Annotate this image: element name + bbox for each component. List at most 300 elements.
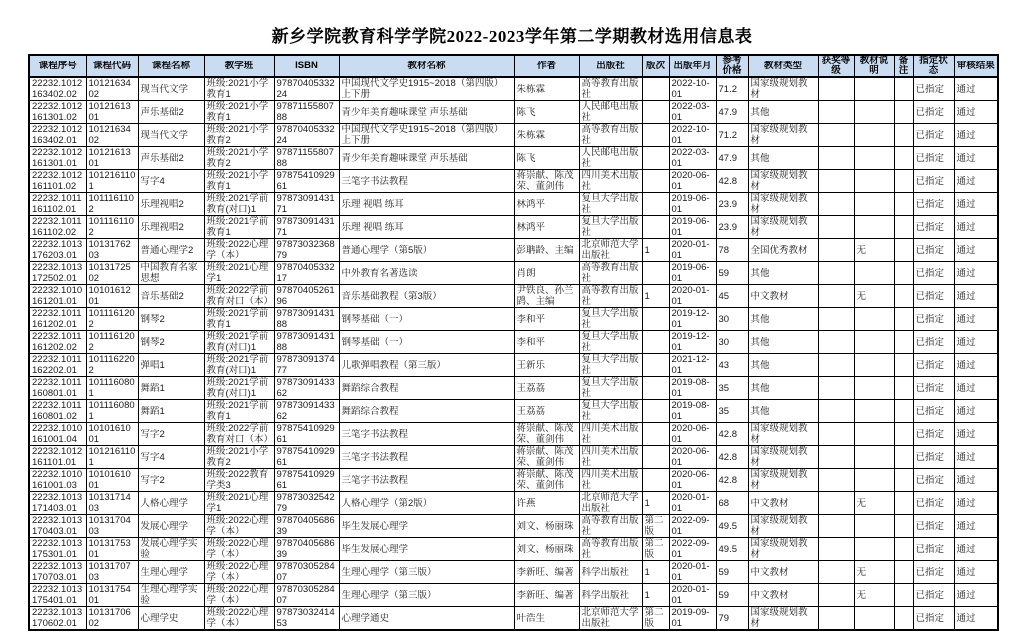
table-cell-value: 已指定 (915, 267, 945, 279)
table-cell (894, 77, 913, 101)
table-cell (894, 423, 913, 446)
table-cell (514, 193, 579, 216)
table-cell (954, 193, 998, 216)
table-cell-value: 中国现代文学史1915~2018（第四版）上下册 (341, 78, 504, 100)
table-cell (669, 331, 716, 354)
table-cell (854, 285, 894, 308)
table-cell-value: 30 (718, 336, 730, 348)
table-cell-value: 22232.1013172502.01 (32, 262, 83, 284)
table-cell-value: 2019-06-01 (671, 193, 710, 215)
table-cell (86, 262, 138, 285)
table-cell (669, 515, 716, 538)
table-cell (716, 492, 748, 515)
table-cell-value: 49.5 (718, 520, 737, 532)
table-cell-value: 通过 (956, 152, 976, 164)
table-cell (514, 101, 579, 124)
table-cell (748, 308, 818, 331)
table-cell-value: 49.5 (718, 543, 737, 555)
table-cell (854, 607, 894, 631)
table-cell-value: 班级:2021学前教育(对口)1 (206, 354, 269, 376)
table-cell (894, 607, 913, 631)
table-cell (642, 239, 669, 262)
table-cell (854, 101, 894, 124)
table-cell-value: 9787541092961 (276, 469, 335, 491)
table-cell-value: 9787309143171 (276, 216, 335, 238)
table-cell (204, 561, 274, 584)
table-cell (579, 584, 642, 607)
table-cell-value: 1013175301 (88, 538, 131, 560)
table-cell (913, 607, 954, 631)
table-cell (818, 239, 854, 262)
table-cell (716, 538, 748, 561)
table-cell (748, 239, 818, 262)
table-cell (854, 308, 894, 331)
table-cell (29, 469, 86, 492)
table-cell (642, 423, 669, 446)
table-cell (913, 331, 954, 354)
table-cell-value: 9787040533217 (276, 262, 335, 284)
table-cell (86, 492, 138, 515)
table-cell-value: 2019-06-01 (671, 262, 710, 284)
table-cell-value: 声乐基础2 (140, 152, 184, 164)
table-cell-value: 蒋崇献、陈茂荣、董剑伟 (516, 469, 574, 491)
table-cell-value: 高等教育出版社 (581, 262, 639, 284)
header-cell-label: 获奖等级 (821, 56, 851, 76)
table-cell (138, 538, 204, 561)
table-cell-value: 班级:2021小学教育2 (206, 124, 269, 146)
table-cell-value: 写字4 (140, 451, 165, 463)
table-cell (669, 584, 716, 607)
table-cell (514, 561, 579, 584)
table-cell-value: 钢琴2 (140, 336, 165, 348)
table-cell-value: 班级:2021小学教育1 (206, 78, 269, 100)
table-row (29, 561, 998, 584)
table-cell (716, 561, 748, 584)
table-cell-value: 2021-12-01 (671, 354, 710, 376)
header-cell (204, 55, 274, 77)
table-cell (138, 308, 204, 331)
table-cell (748, 469, 818, 492)
table-cell (86, 101, 138, 124)
table-cell-value: 42.8 (718, 451, 737, 463)
table-cell-value: 写字2 (140, 428, 165, 440)
table-cell-value: 班级:2021小学教育2 (206, 446, 269, 468)
table-cell (748, 584, 818, 607)
table-cell-value: 9787115580788 (276, 101, 334, 123)
table-cell (894, 147, 913, 170)
table-cell (86, 377, 138, 400)
table-cell-value: 三笔字书法教程 (341, 474, 409, 486)
table-cell (854, 354, 894, 377)
table-cell (818, 308, 854, 331)
table-cell (669, 101, 716, 124)
table-cell (29, 492, 86, 515)
table-cell (894, 377, 913, 400)
table-cell-value: 音乐基础教程（第3版） (341, 290, 442, 302)
table-cell (579, 469, 642, 492)
table-cell-value: 班级:2021学前教育(对口)1 (206, 193, 269, 215)
table-cell (274, 607, 339, 631)
table-cell (854, 423, 894, 446)
table-cell-value: 59 (718, 566, 730, 578)
table-cell (204, 446, 274, 469)
table-cell-value: 1010161001 (88, 423, 131, 445)
table-cell-value: 陈飞 (516, 152, 536, 164)
table-cell (669, 147, 716, 170)
table-cell (86, 285, 138, 308)
table-row (29, 193, 998, 216)
table-cell (86, 124, 138, 147)
table-cell-value: 已指定 (915, 313, 945, 325)
table-cell (854, 400, 894, 423)
table-cell (579, 239, 642, 262)
table-cell (642, 308, 669, 331)
table-row (29, 377, 998, 400)
table-cell (138, 400, 204, 423)
table-cell (854, 446, 894, 469)
table-cell-value: 1010161201 (88, 285, 131, 307)
table-cell (339, 607, 514, 631)
table-cell (579, 492, 642, 515)
table-cell (514, 124, 579, 147)
table-cell-value: 普通心理学（第5版） (341, 244, 433, 256)
table-cell-value: 已指定 (915, 405, 945, 417)
table-cell-value: 通过 (956, 244, 976, 256)
table-cell (579, 446, 642, 469)
table-cell-value: 通过 (956, 175, 976, 187)
table-cell (716, 216, 748, 239)
table-cell (818, 285, 854, 308)
table-cell (913, 584, 954, 607)
table-cell-value: 国家级规划教材 (750, 469, 808, 491)
table-cell (29, 239, 86, 262)
table-cell-value: 已指定 (915, 336, 945, 348)
table-cell (514, 400, 579, 423)
table-cell-value: 陈飞 (516, 106, 536, 118)
table-row (29, 607, 998, 631)
table-cell (748, 124, 818, 147)
table-cell (854, 77, 894, 101)
table-cell-value: 高等教育出版社 (581, 538, 639, 560)
table-cell-value: 生理心理学 (140, 566, 189, 578)
table-cell-value: 写字2 (140, 474, 165, 486)
table-cell (204, 147, 274, 170)
table-cell (339, 515, 514, 538)
table-cell (669, 77, 716, 101)
table-cell-value: 9787309137477 (276, 354, 335, 376)
table-cell-value: 中文教材 (750, 290, 789, 302)
table-cell-value: 通过 (956, 313, 976, 325)
table-cell-value: 国家级规划教材 (750, 124, 808, 146)
table-row (29, 538, 998, 561)
table-cell-value: 四川美术出版社 (581, 446, 639, 468)
table-cell-value: 78 (718, 244, 730, 256)
table-cell (748, 77, 818, 101)
table-cell-value: 科学出版社 (581, 589, 630, 601)
table-cell (204, 308, 274, 331)
table-cell (514, 515, 579, 538)
table-cell (954, 354, 998, 377)
table-cell-value: 42.8 (718, 474, 737, 486)
table-cell-value: 2020-01-01 (671, 561, 710, 583)
table-cell-value: 高等教育出版社 (581, 515, 639, 537)
table-cell (716, 308, 748, 331)
table-cell-value: 1013170602 (88, 607, 131, 629)
table-cell-value: 9787309143188 (276, 308, 335, 330)
table-cell (29, 423, 86, 446)
table-cell (954, 77, 998, 101)
table-cell (854, 515, 894, 538)
header-cell-label: 课程代码 (92, 61, 131, 71)
table-row (29, 400, 998, 423)
table-cell (514, 308, 579, 331)
table-cell (29, 400, 86, 423)
table-cell-value: 通过 (956, 405, 976, 417)
table-cell-value: 71.2 (718, 129, 737, 141)
table-cell-value: 35 (718, 405, 730, 417)
table-cell-value: 2019-08-01 (671, 400, 710, 422)
table-cell-value: 其他 (750, 267, 770, 279)
table-cell-value: 舞蹈1 (140, 405, 165, 417)
header-cell-label: ISBN (295, 61, 318, 71)
table-cell-value: 1 (644, 497, 650, 509)
header-cell-label: 参考价格 (722, 56, 742, 76)
table-cell-value: 复旦大学出版社 (581, 354, 639, 376)
table-cell-value: 国家级规划教材 (750, 607, 808, 629)
table-cell-value: 22232.1013171403.01 (32, 492, 83, 514)
table-cell-value: 9787541092961 (276, 170, 335, 192)
table-cell (748, 561, 818, 584)
table-cell-value: 22232.1013175301.01 (32, 538, 83, 560)
table-cell-value: 班级:2021学前教育1 (206, 216, 269, 238)
table-cell-value: 高等教育出版社 (581, 78, 639, 100)
table-cell (894, 446, 913, 469)
table-cell-value: 59 (718, 589, 730, 601)
table-cell-value: 59 (718, 267, 730, 279)
textbook-selection-table (28, 54, 999, 631)
table-cell-value: 声乐基础2 (140, 106, 184, 118)
table-cell (716, 101, 748, 124)
table-cell (748, 607, 818, 631)
table-cell-value: 9787040568639 (276, 515, 335, 537)
table-cell (86, 584, 138, 607)
table-cell-value: 已指定 (915, 152, 945, 164)
table-cell-value: 1013170403 (88, 515, 131, 537)
table-cell-value: 班级:2021心理学1 (206, 262, 269, 284)
table-cell (274, 561, 339, 584)
table-cell-value: 79 (718, 612, 730, 624)
table-cell-value: 9787309143171 (276, 193, 335, 215)
table-cell (86, 423, 138, 446)
table-cell (894, 239, 913, 262)
table-cell-value: 1012161301 (88, 101, 131, 123)
table-cell (579, 216, 642, 239)
table-cell-value: 班级:2022学前教育对口（本） (206, 423, 274, 445)
table-row (29, 423, 998, 446)
table-cell (204, 285, 274, 308)
table-cell-value: 1011161202 (88, 308, 135, 330)
table-cell-value: 北京师范大学出版社 (581, 492, 639, 514)
table-cell (954, 308, 998, 331)
table-cell-value: 22232.1011161202.01 (32, 308, 82, 330)
table-cell (274, 492, 339, 515)
table-cell (748, 170, 818, 193)
header-cell-label: 教学班 (224, 61, 254, 71)
table-cell-value: 写字4 (140, 175, 165, 187)
table-cell (954, 561, 998, 584)
table-cell (669, 446, 716, 469)
table-cell-value: 9787040533224 (276, 78, 335, 100)
table-cell (642, 492, 669, 515)
table-cell (29, 101, 86, 124)
table-cell (669, 170, 716, 193)
table-cell (339, 147, 514, 170)
table-cell (274, 308, 339, 331)
table-cell-value: 1013175401 (88, 584, 131, 606)
table-cell (138, 354, 204, 377)
table-cell (514, 492, 579, 515)
table-cell (716, 423, 748, 446)
table-cell-value: 许燕 (516, 497, 536, 509)
table-cell-value: 蒋崇献、陈茂荣、董剑伟 (516, 170, 574, 192)
table-cell (274, 354, 339, 377)
table-cell-value: 2022-03-01 (671, 101, 710, 123)
table-cell (818, 377, 854, 400)
table-cell (29, 262, 86, 285)
table-cell (274, 400, 339, 423)
table-cell-value: 无 (856, 589, 867, 601)
table-cell-value: 已指定 (915, 543, 945, 555)
table-cell-value: 1013171403 (88, 492, 131, 514)
table-cell-value: 2020-01-01 (671, 492, 710, 514)
table-cell (954, 492, 998, 515)
table-cell (913, 446, 954, 469)
table-cell (716, 377, 748, 400)
table-row (29, 515, 998, 538)
table-cell (913, 193, 954, 216)
table-cell (716, 354, 748, 377)
header-cell (86, 55, 138, 77)
table-cell (274, 124, 339, 147)
table-cell-value: 1013172502 (88, 262, 131, 284)
table-cell (669, 308, 716, 331)
table-cell (748, 354, 818, 377)
table-cell (642, 446, 669, 469)
table-cell-value: 李新旺、编著 (516, 566, 574, 578)
table-cell (29, 170, 86, 193)
table-cell-value: 1013170703 (88, 561, 131, 583)
table-cell-value: 已指定 (915, 612, 945, 624)
table-cell-value: 通过 (956, 290, 976, 302)
table-cell (913, 561, 954, 584)
table-cell-value: 国家级规划教材 (750, 170, 808, 192)
table-cell-value: 22232.1011161202.02 (32, 331, 82, 353)
table-cell (29, 584, 86, 607)
table-cell (669, 285, 716, 308)
table-cell (86, 607, 138, 631)
table-cell (818, 354, 854, 377)
header-cell-label: 课程名称 (151, 61, 190, 71)
table-cell (138, 285, 204, 308)
table-cell-value: 已指定 (915, 520, 945, 532)
table-cell-value: 已指定 (915, 175, 945, 187)
table-cell (29, 193, 86, 216)
table-cell (204, 101, 274, 124)
table-cell-value: 1012161301 (88, 147, 131, 169)
table-cell-value: 已指定 (915, 497, 945, 509)
table-cell-value: 班级:2021学前教育(对口)1 (206, 377, 269, 399)
table-cell (716, 285, 748, 308)
table-row (29, 469, 998, 492)
header-cell-label: 课程序号 (38, 61, 77, 71)
table-cell-value: 国家级规划教材 (750, 193, 808, 215)
table-cell (716, 77, 748, 101)
table-cell (339, 331, 514, 354)
table-cell (818, 538, 854, 561)
table-cell-value: 22232.1010161201.01 (32, 285, 83, 307)
table-cell-value: 音乐基础2 (140, 290, 184, 302)
table-cell-value: 班级:2021学前教育1 (206, 308, 269, 330)
table-cell (818, 147, 854, 170)
table-cell-value: 复旦大学出版社 (581, 216, 639, 238)
table-cell (138, 147, 204, 170)
table-cell-value: 班级:2022心理学（本） (206, 239, 269, 261)
table-cell-value: 发展心理学 (140, 520, 189, 532)
table-cell-value: 通过 (956, 198, 976, 210)
table-cell-value: 刘文、杨丽珠 (516, 520, 574, 532)
table-cell (894, 492, 913, 515)
table-cell-value: 通过 (956, 106, 976, 118)
table-cell-value: 1010161001 (88, 469, 131, 491)
table-cell (204, 170, 274, 193)
table-cell-value: 第二版 (644, 607, 664, 629)
table-cell-value: 2020-01-01 (671, 239, 710, 261)
table-cell (579, 354, 642, 377)
table-row (29, 77, 998, 101)
table-cell (854, 147, 894, 170)
table-cell-value: 班级:2021学前教育(对口)1 (206, 331, 269, 353)
table-cell-value: 通过 (956, 129, 976, 141)
table-cell-value: 其他 (750, 106, 770, 118)
table-cell (274, 469, 339, 492)
header-cell-label: 备注 (898, 56, 909, 76)
table-cell (579, 147, 642, 170)
table-cell (748, 147, 818, 170)
table-row (29, 492, 998, 515)
table-cell-value: 22232.1012161301.01 (32, 147, 83, 169)
table-cell-value: 王荔荔 (516, 405, 546, 417)
table-cell (339, 561, 514, 584)
table-cell-value: 2020-06-01 (671, 469, 710, 491)
table-cell (716, 584, 748, 607)
table-cell-value: 通过 (956, 428, 976, 440)
table-cell (138, 446, 204, 469)
table-cell-value: 22232.1011160801.01 (32, 377, 82, 399)
table-cell-value: 22232.1013170703.01 (32, 561, 83, 583)
table-cell (29, 538, 86, 561)
table-cell (339, 239, 514, 262)
header-cell (818, 55, 854, 77)
table-cell (642, 285, 669, 308)
table-cell-value: 心理学通史 (341, 612, 390, 624)
table-cell-value: 叶浩生 (516, 612, 546, 624)
table-cell-value: 已指定 (915, 382, 945, 394)
table-cell (669, 239, 716, 262)
table-cell (339, 124, 514, 147)
table-cell (642, 515, 669, 538)
table-cell (339, 446, 514, 469)
table-cell-value: 人格心理学 (140, 497, 189, 509)
